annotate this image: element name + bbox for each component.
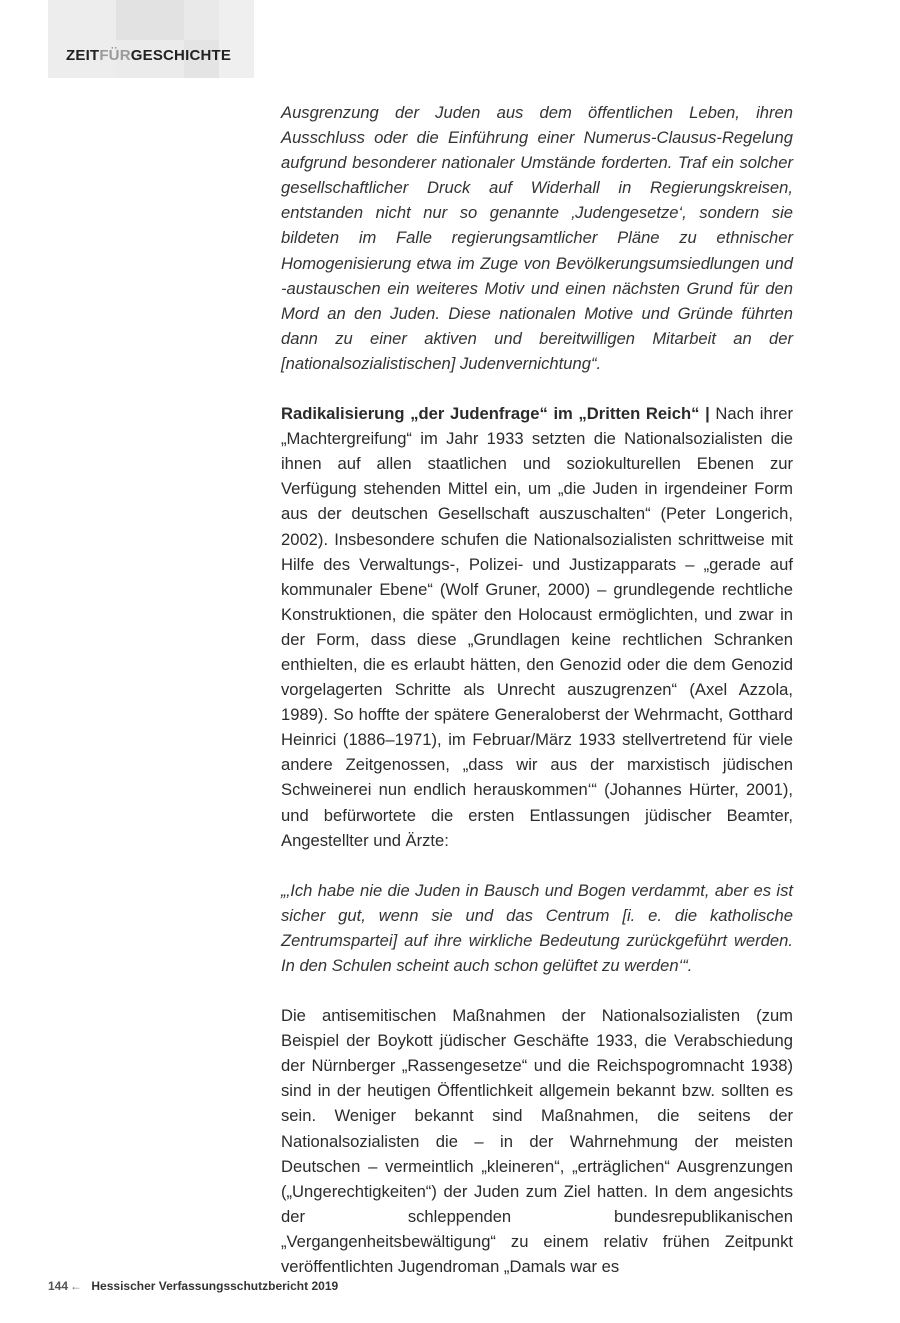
header-decoration [48,0,254,78]
article-body [281,100,793,1279]
quote-paragraph-1: Ausgrenzung der Juden aus dem öffentlichen Leben, ihren Ausschluss oder die Einführung einer Numerus-Clausus-Regelung aufgrund besonderer nationaler Umstände forderten. Traf ein solcher gesellschaftlicher Druck auf Widerhall in Regierungskreisen, entstanden nicht nur so genannte ‚Judengesetze‘, sondern sie bildeten im Falle regierungsamtlicher Pläne zu ethnischer Homogenisierung etwa im Zuge von Bevölkerungsumsiedlungen und -austauschen ein weiteres Motiv und einen nächsten Grund für den Mord an den Juden. Diese nationalen Motive und Gründe führten dann zu einer aktiven und bereitwilligen Mitarbeit an der [nationalsozialistischen] Judenvernichtung“. [281,103,793,373]
section-paragraph: Radikalisierung „der Judenfrage“ im „Dritten Reich“ | Nach ihrer „Machtergreifung“ im Jahr 1933 setzten die Nationalsozialisten die ihnen auf allen staatlichen und soziokulturellen Ebenen zur Verfügung stehenden Mittel ein, um „die Juden in irgendeiner Form aus der deutschen Gesellschaft auszuschalten“ (Peter Longerich, 2002). Insbesondere schufen die Nationalsozialisten schrittweise mit Hilfe des Verwaltungs-, Polizei- und Justizapparats – „gerade auf kommunaler Ebene“ (Wolf Gruner, 2000) – grundlegende rechtliche Konstruktionen, die später den Holocaust ermöglichten, und zwar in der Form, dass diese „Grundlagen keine rechtlichen Schranken enthielten, die es erlaubt hätten, den Genozid oder die dem Genozid vorgelagerten Schritte als Unrecht auszugrenzen“ (Axel Azzola, 1989). So hoffte der spätere Generaloberst der Wehrmacht, Gotthard Heinrici (1886–1971), im Februar/März 1933 stellvertretend für viele andere Zeitgenossen, „dass wir aus der marxistisch jüdischen Schweinerei nun endlich herauskommen‘“ (Johannes Hürter, 2001), und befürwortete die ersten Entlassungen jüdischer Beamter, Angestellter und Ärzte: [281,404,793,850]
page-footer [48,1279,338,1293]
page-number: 144 [48,1279,69,1293]
publication-title: Hessischer Verfassungsschutzbericht 2019 [91,1279,339,1293]
quote-paragraph-2: „‚Ich habe nie die Juden in Bausch und Bogen verdammt, aber es ist sicher gut, wenn sie und das Centrum [i. e. die katholische Zentrumspartei] auf ihre wirkliche Bedeutung zurückgeführt werden. In den Schulen scheint auch schon gelüftet zu werden‘“. [281,880,793,975]
brand-logo: ZEITFÜRGESCHICHTE [66,47,232,64]
arrow-left-icon: ← [70,1279,83,1293]
body-paragraph: Die antisemitischen Maßnahmen der Nationalsozialisten (zum Beispiel der Boykott jüdischer Geschäfte 1933, die Verabschiedung der Nürnberger „Rassengesetze“ und die Reichspogromnacht 1938) sind in der heutigen Öffentlichkeit allgemein bekannt bzw. sollten es sein. Weniger bekannt sind Maßnahmen, die seitens der Nationalsozialisten die – in der Wahrnehmung der meisten Deutschen – vermeintlich „kleineren“, „erträglichen“ Ausgrenzungen („Ungerechtigkeiten“) der Juden zum Ziel hatten. In dem angesichts der schleppenden bundesrepublikanischen „Vergangenheitsbewältigung“ zu einem relativ frühen Zeitpunkt veröffentlichten Jugendroman „Damals war es [281,1006,793,1277]
section-heading: Radikalisierung „der Judenfrage“ im „Dritten Reich“ | [281,404,710,424]
